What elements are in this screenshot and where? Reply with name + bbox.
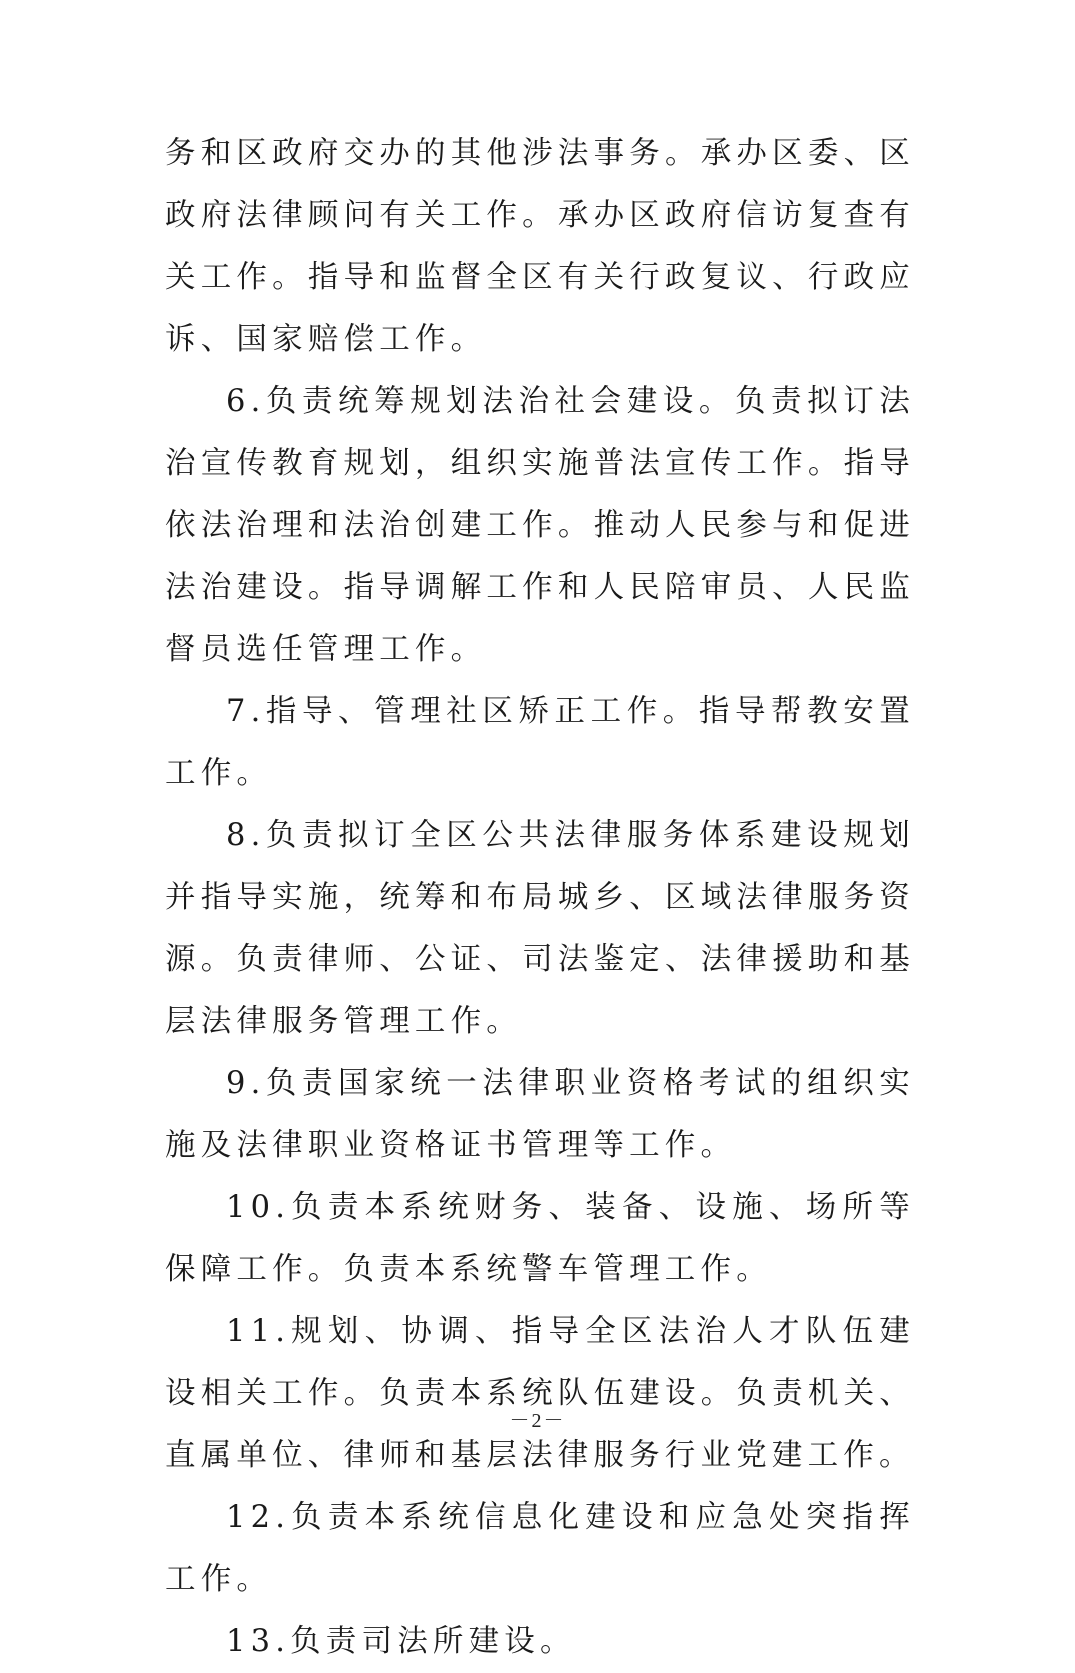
paragraph-item-10: 10.负责本系统财务、装备、设施、场所等保障工作。负责本系统警车管理工作。 xyxy=(165,1190,915,1287)
paragraph-item-11: 11.规划、协调、指导全区法治人才队伍建设相关工作。负责本系统队伍建设。负责机关、直属单位、律师和基层法律服务行业党建工作。 xyxy=(165,1314,915,1473)
paragraph-item-12: 12.负责本系统信息化建设和应急处突指挥工作。 xyxy=(165,1500,915,1597)
page-number: －2－ xyxy=(509,1410,566,1432)
paragraph-item-8: 8.负责拟订全区公共法律服务体系建设规划并指导实施，统筹和布局城乡、区域法律服务资源。负责律师、公证、司法鉴定、法律援助和基层法律服务管理工作。 xyxy=(165,818,915,1039)
document-body xyxy=(165,123,915,1673)
paragraph-item-7: 7.指导、管理社区矫正工作。指导帮教安置工作。 xyxy=(165,694,915,791)
paragraph-item-9: 9.负责国家统一法律职业资格考试的组织实施及法律职业资格证书管理等工作。 xyxy=(165,1066,915,1163)
paragraph-item-13: 13.负责司法所建设。 xyxy=(226,1624,576,1659)
paragraph-item-6: 6.负责统筹规划法治社会建设。负责拟订法治宣传教育规划，组织实施普法宣传工作。指导依法治理和法治创建工作。推动人民参与和促进法治建设。指导调解工作和人民陪审员、人民监督员选任管理工作。 xyxy=(165,384,915,667)
paragraph-continuation: 务和区政府交办的其他涉法事务。承办区委、区政府法律顾问有关工作。承办区政府信访复查有关工作。指导和监督全区有关行政复议、行政应诉、国家赔偿工作。 xyxy=(165,136,915,357)
